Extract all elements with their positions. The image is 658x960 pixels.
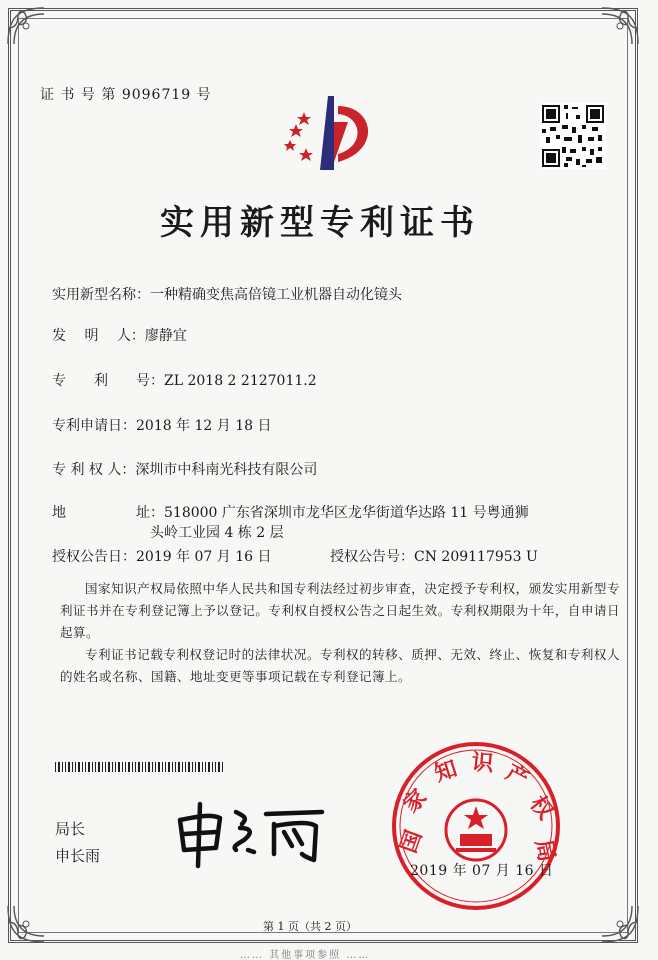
cnipa-logo-icon: [282, 92, 392, 174]
grant-statement-paragraph: 国家知识产权局依照中华人民共和国专利法经过初步审查，决定授予专利权，颁发实用新型专利证书并在专利登记簿上予以登记。专利权自授权公告之日起生效。专利权期限为十年，自申请日起算。: [60, 581, 620, 640]
patent-number-row: [52, 370, 317, 390]
cert-no-label: 证 书 号 第: [40, 87, 117, 103]
patentee-row: [52, 459, 317, 479]
corner-ornament-icon: [4, 4, 50, 50]
official-seal-icon: [390, 740, 562, 912]
certificate-number: [40, 84, 212, 104]
page-number: 第 1 页（共 2 页）: [263, 920, 357, 933]
application-date-row: [52, 415, 272, 435]
patent-number-label: 专 利 号：: [52, 373, 164, 389]
address-value-line1: 518000 广东省深圳市龙华区龙华街道华达路 11 号粤通狮: [164, 505, 529, 521]
svg-text:国: 国: [395, 826, 428, 857]
announcement-row: [52, 546, 272, 566]
svg-text:识: 识: [470, 749, 495, 777]
announcement-date-value: 2019 年 07 月 16 日: [136, 549, 272, 565]
bottom-cutoff-text: …… 其他事项参照 ……: [240, 950, 371, 960]
address-row: [52, 502, 529, 522]
svg-text:权: 权: [524, 791, 559, 825]
utility-model-name-value: 一种精确变焦高倍镜工业机器自动化镜头: [150, 287, 402, 303]
legal-status-paragraph: 专利证书记载专利权登记时的法律状况。专利权的转移、质押、无效、终止、恢复和专利权人的姓名或名称、国籍、地址变更等事项记载在专利登记簿上。: [60, 647, 620, 684]
utility-model-name-label: 实用新型名称：: [52, 287, 150, 303]
barcode-strip-icon: [55, 762, 225, 772]
director-name: 申长雨: [55, 847, 101, 865]
address-label: 地 址：: [52, 505, 164, 521]
application-date-value: 2018 年 12 月 18 日: [136, 418, 272, 434]
inventor-row: [52, 325, 187, 345]
announcement-number-row: [330, 546, 538, 566]
utility-model-name-row: [52, 284, 402, 304]
patentee-label: 专 利 权 人：: [52, 462, 136, 478]
address-value-line2: 头岭工业园 4 栋 2 层: [150, 525, 284, 541]
svg-text:家: 家: [398, 784, 433, 819]
inventor-value: 廖静宜: [144, 328, 187, 344]
svg-text:产: 产: [501, 759, 534, 793]
seal-date: 2019 年 07 月 16 日: [410, 863, 554, 879]
patent-number-value: ZL 2018 2 2127011.2: [164, 373, 317, 389]
director-title: 局长: [55, 820, 86, 838]
patentee-value: 深圳市中科南光科技有限公司: [135, 462, 318, 478]
cert-no-value: 9096719: [121, 87, 192, 103]
director-signature-icon: [170, 798, 340, 870]
inventor-label: 发 明 人：: [52, 328, 145, 344]
svg-text:知: 知: [431, 755, 461, 788]
application-date-label: 专利申请日：: [52, 418, 136, 434]
qr-code-icon: [540, 103, 606, 169]
address-row-continued: [150, 522, 284, 542]
cert-no-suffix: 号: [196, 87, 212, 103]
announcement-date-label: 授权公告日：: [52, 549, 136, 565]
announcement-number-value: CN 209117953 U: [414, 549, 538, 565]
certificate-title: 实用新型专利证书: [160, 203, 480, 243]
announcement-number-label: 授权公告号：: [330, 549, 414, 565]
corner-ornament-icon: [596, 4, 642, 50]
svg-text:局: 局: [529, 837, 560, 865]
